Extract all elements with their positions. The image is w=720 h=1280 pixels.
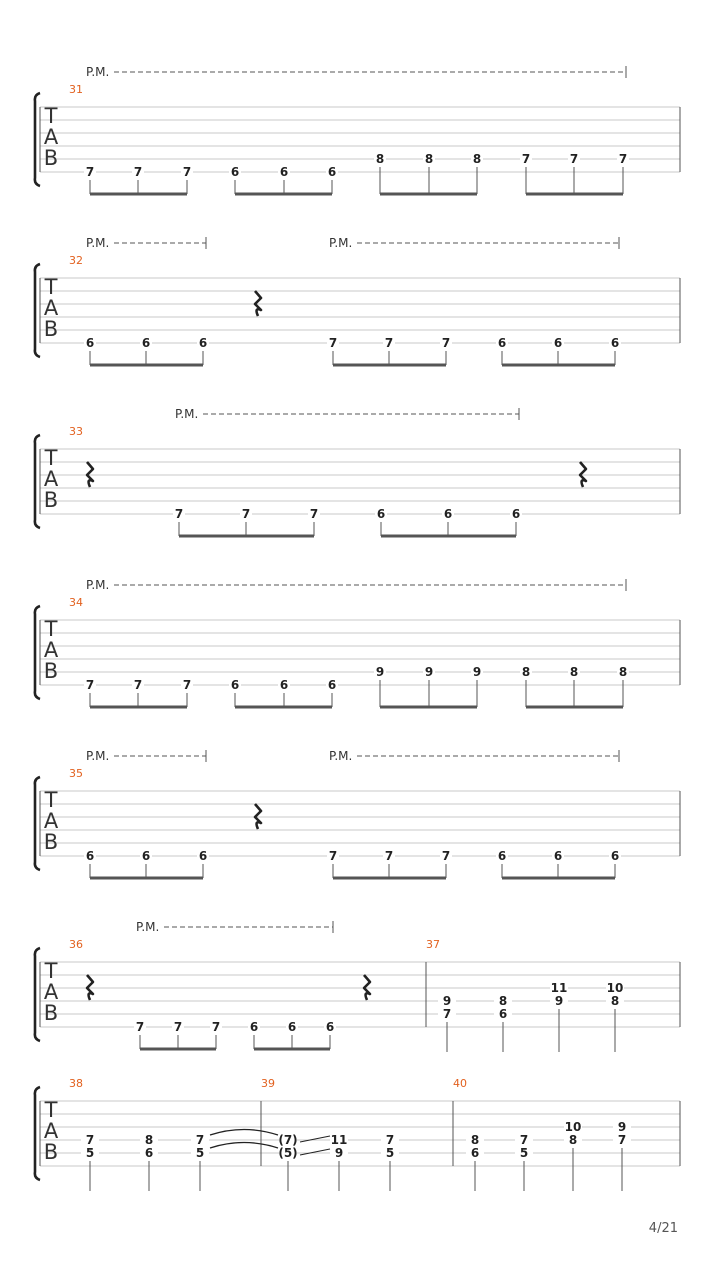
fret-number: 8	[521, 665, 531, 679]
fret-number: 11	[550, 981, 568, 995]
fret-number: 5	[519, 1146, 529, 1160]
tab-clef-letter: T	[44, 446, 58, 470]
tab-clef-letter: A	[43, 1119, 59, 1143]
palm-mute-label: P.M.	[86, 749, 110, 763]
fret-number: 6	[325, 1020, 335, 1034]
slide-line	[300, 1136, 330, 1142]
fret-number: 8	[498, 994, 508, 1008]
fret-number: 8	[144, 1133, 154, 1147]
fret-number: 8	[375, 152, 385, 166]
tab-clef-letter: T	[44, 788, 58, 812]
tab-clef-letter: B	[43, 1140, 59, 1164]
fret-number: 8	[470, 1133, 480, 1147]
fret-number: 7	[85, 1133, 95, 1147]
fret-number: 9	[424, 665, 434, 679]
palm-mute-label: P.M.	[175, 407, 199, 421]
tab-clef-letter: A	[43, 296, 59, 320]
system-bracket	[35, 264, 40, 357]
tab-clef-letter: A	[43, 980, 59, 1004]
fret-number: 7	[385, 1133, 395, 1147]
fret-number: 7	[442, 1007, 452, 1021]
tie	[210, 1143, 278, 1149]
measure-number: 32	[69, 254, 83, 267]
page-number: 4/21	[648, 1221, 678, 1236]
fret-number: 7	[441, 336, 451, 350]
system-bracket	[35, 948, 40, 1041]
fret-number: 11	[330, 1133, 348, 1147]
fret-number: 5	[385, 1146, 395, 1160]
fret-number: 6	[443, 507, 453, 521]
fret-number: 6	[376, 507, 386, 521]
measure-number: 33	[69, 425, 83, 438]
fret-number: 8	[472, 152, 482, 166]
fret-number: 7	[328, 849, 338, 863]
fret-number: 7	[521, 152, 531, 166]
fret-number: 7	[569, 152, 579, 166]
tab-clef-letter: B	[43, 1001, 59, 1025]
fret-number: (7)	[278, 1133, 298, 1147]
fret-number: 6	[249, 1020, 259, 1034]
fret-number: 7	[85, 678, 95, 692]
fret-number: 9	[442, 994, 452, 1008]
fret-number: 7	[241, 507, 251, 521]
fret-number: 9	[334, 1146, 344, 1160]
fret-number: 7	[135, 1020, 145, 1034]
system-bracket	[35, 93, 40, 186]
palm-mute-label: P.M.	[329, 749, 353, 763]
fret-number: 6	[610, 336, 620, 350]
fret-number: 6	[141, 849, 151, 863]
fret-number: 6	[141, 336, 151, 350]
tab-clef-letter: B	[43, 146, 59, 170]
fret-number: 7	[618, 152, 628, 166]
tab-clef-letter: B	[43, 659, 59, 683]
fret-number: 6	[198, 336, 208, 350]
tab-clef-letter: A	[43, 809, 59, 833]
measure-number: 40	[453, 1077, 467, 1090]
fret-number: 7	[211, 1020, 221, 1034]
system-bracket	[35, 606, 40, 699]
fret-number: 6	[553, 849, 563, 863]
fret-number: 6	[327, 165, 337, 179]
fret-number: 7	[441, 849, 451, 863]
measure-number: 36	[69, 938, 83, 951]
measure-number: 38	[69, 1077, 83, 1090]
fret-number: 7	[384, 849, 394, 863]
fret-number: 7	[384, 336, 394, 350]
palm-mute-label: P.M.	[86, 578, 110, 592]
fret-number: 6	[497, 849, 507, 863]
tab-clef-letter: T	[44, 617, 58, 641]
fret-number: 6	[610, 849, 620, 863]
tab-clef-letter: B	[43, 830, 59, 854]
tab-clef-letter: T	[44, 104, 58, 128]
palm-mute-label: P.M.	[136, 920, 160, 934]
fret-number: 6	[470, 1146, 480, 1160]
measure-number: 34	[69, 596, 83, 609]
fret-number: 6	[85, 849, 95, 863]
tab-clef-letter: T	[44, 1098, 58, 1122]
fret-number: 6	[327, 678, 337, 692]
fret-number: 7	[133, 678, 143, 692]
fret-number: 7	[328, 336, 338, 350]
fret-number: 8	[569, 665, 579, 679]
fret-number: 7	[309, 507, 319, 521]
slide-line	[300, 1149, 330, 1155]
fret-number: 9	[472, 665, 482, 679]
measure-number: 35	[69, 767, 83, 780]
fret-number: 6	[230, 165, 240, 179]
fret-number: 6	[279, 678, 289, 692]
fret-number: 9	[375, 665, 385, 679]
fret-number: 6	[144, 1146, 154, 1160]
fret-number: 7	[182, 678, 192, 692]
tab-system	[35, 579, 680, 707]
tab-clef-letter: A	[43, 467, 59, 491]
fret-number: 7	[173, 1020, 183, 1034]
tab-system	[35, 1087, 680, 1191]
fret-number: 9	[554, 994, 564, 1008]
fret-number: 6	[85, 336, 95, 350]
palm-mute-label: P.M.	[86, 65, 110, 79]
fret-number: 5	[195, 1146, 205, 1160]
tab-clef-letter: T	[44, 959, 58, 983]
fret-number: 6	[198, 849, 208, 863]
tab-clef-letter: B	[43, 317, 59, 341]
tie	[210, 1130, 278, 1136]
measure-number: 37	[426, 938, 440, 951]
tab-clef-letter: B	[43, 488, 59, 512]
tab-clef-letter: T	[44, 275, 58, 299]
fret-number: 5	[85, 1146, 95, 1160]
fret-number: 6	[497, 336, 507, 350]
fret-number: 9	[617, 1120, 627, 1134]
fret-number: 6	[230, 678, 240, 692]
fret-number: 6	[511, 507, 521, 521]
fret-number: 7	[85, 165, 95, 179]
fret-number: (5)	[278, 1146, 298, 1160]
fret-number: 6	[498, 1007, 508, 1021]
system-bracket	[35, 435, 40, 528]
fret-number: 8	[610, 994, 620, 1008]
system-bracket	[35, 1087, 40, 1180]
fret-number: 7	[195, 1133, 205, 1147]
fret-number: 6	[553, 336, 563, 350]
fret-number: 8	[424, 152, 434, 166]
tab-system	[35, 750, 680, 878]
tab-clef-letter: A	[43, 638, 59, 662]
fret-number: 7	[174, 507, 184, 521]
tab-system	[35, 237, 680, 365]
fret-number: 6	[287, 1020, 297, 1034]
fret-number: 7	[133, 165, 143, 179]
tab-system	[35, 921, 680, 1052]
fret-number: 10	[564, 1120, 582, 1134]
fret-number: 7	[182, 165, 192, 179]
measure-number: 39	[261, 1077, 275, 1090]
palm-mute-label: P.M.	[86, 236, 110, 250]
fret-number: 7	[519, 1133, 529, 1147]
fret-number: 6	[279, 165, 289, 179]
system-bracket	[35, 777, 40, 870]
measure-number: 31	[69, 83, 83, 96]
fret-number: 10	[606, 981, 624, 995]
tab-clef-letter: A	[43, 125, 59, 149]
palm-mute-label: P.M.	[329, 236, 353, 250]
fret-number: 8	[568, 1133, 578, 1147]
fret-number: 7	[617, 1133, 627, 1147]
fret-number: 8	[618, 665, 628, 679]
tab-system	[35, 66, 680, 194]
